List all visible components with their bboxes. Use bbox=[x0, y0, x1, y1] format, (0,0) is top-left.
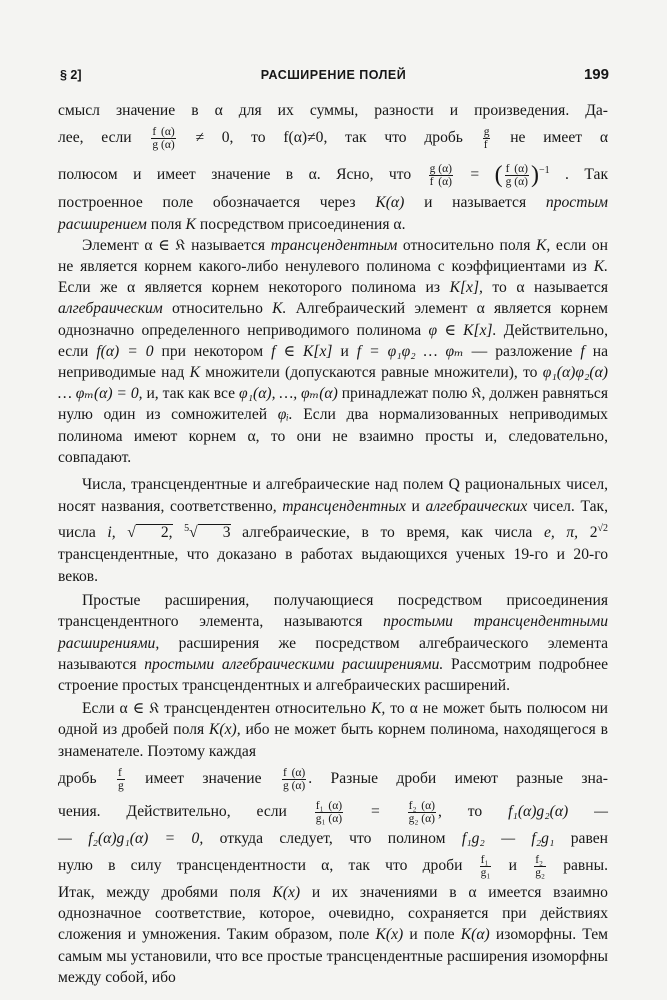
formula: K, bbox=[535, 236, 551, 254]
numerator: f (α) bbox=[505, 163, 528, 176]
radical: √ bbox=[189, 524, 198, 542]
text: и поле bbox=[409, 926, 455, 944]
exponent: √2 bbox=[597, 522, 608, 534]
text: дробь bbox=[58, 769, 97, 787]
text: чисел. Так, числа bbox=[58, 497, 609, 542]
formula: f ∈ K[x] bbox=[271, 342, 333, 360]
denominator: f bbox=[483, 139, 488, 152]
text: множители (допускаются равные множители), то bbox=[205, 363, 538, 381]
text: полюсом и имеет значение в α. Ясно, что bbox=[58, 166, 412, 184]
text: Простые расширения, получающиеся посредством присоединения трансцендентного элемента, называются bbox=[58, 592, 608, 631]
formula: — f₂(α)g₁(α) = 0, bbox=[58, 829, 204, 847]
sqrt-2 bbox=[127, 524, 172, 541]
text: Итак, между дробями поля bbox=[58, 883, 261, 901]
line-chenia bbox=[58, 795, 608, 828]
text: в то время, как числа bbox=[361, 524, 533, 542]
formula: K. bbox=[593, 257, 608, 275]
formula: i, bbox=[107, 524, 116, 542]
numerator: g (α) bbox=[429, 163, 452, 176]
denominator: g bbox=[117, 779, 124, 792]
term: трансцендентных bbox=[282, 497, 406, 515]
text: Действительно, если bbox=[58, 321, 609, 360]
line-1: смысл значение в α для их суммы, разности и произведения. Да- bbox=[58, 102, 608, 119]
text: относительно bbox=[171, 300, 263, 318]
fraction-f2-over-g2 bbox=[534, 854, 546, 879]
numerator: f (α) bbox=[282, 766, 306, 779]
text: лее, если bbox=[58, 129, 132, 147]
text: Если же α является корнем некоторого полинома из bbox=[58, 279, 441, 297]
paragraph-6 bbox=[58, 882, 608, 988]
text: равен bbox=[570, 829, 609, 847]
formula: f(α) = 0 bbox=[96, 342, 154, 360]
text: и bbox=[411, 497, 420, 515]
root5-3 bbox=[184, 524, 230, 541]
left-paren: ( bbox=[494, 162, 503, 189]
term: простыми алгебраическими расширениями. bbox=[144, 655, 444, 673]
text: посредством присоединения α. bbox=[199, 215, 406, 233]
formula: K(α) bbox=[460, 926, 490, 944]
denominator: g₂ (α) bbox=[408, 812, 435, 825]
denominator: g₁ bbox=[480, 866, 491, 879]
fraction-f2-g2 bbox=[408, 800, 436, 825]
formula: f = φ₁φ₂ … φₘ bbox=[356, 342, 464, 360]
text: так что дробь bbox=[345, 129, 463, 147]
text: трансцендентен относительно bbox=[164, 700, 367, 718]
fraction-f1-over-g1 bbox=[480, 854, 492, 879]
page-number: 199 bbox=[583, 66, 609, 83]
fraction-g-over-f-alpha bbox=[429, 163, 453, 188]
formula: α ∈ 𝔎 bbox=[144, 236, 186, 254]
formula: f bbox=[580, 342, 585, 360]
text: ≠ 0, то bbox=[195, 129, 266, 147]
denominator: g₁ (α) bbox=[315, 812, 343, 825]
radicand: 3 bbox=[198, 524, 231, 541]
numerator: g bbox=[483, 126, 490, 139]
text: то α называется bbox=[492, 279, 608, 297]
numerator: f (α) bbox=[152, 126, 175, 139]
numerator: f₁ (α) bbox=[315, 799, 343, 812]
fraction-f1-g1 bbox=[315, 800, 343, 825]
paragraph-4 bbox=[58, 590, 608, 696]
fraction-g-over-f bbox=[483, 126, 491, 151]
equals: = bbox=[470, 166, 480, 184]
line-2 bbox=[58, 121, 608, 154]
term: расширением bbox=[58, 215, 147, 233]
text: и называется bbox=[424, 194, 527, 212]
denominator: g (α) bbox=[152, 139, 175, 152]
fraction-value bbox=[282, 767, 306, 792]
text: поля bbox=[150, 215, 182, 233]
text: относительно поля bbox=[402, 236, 531, 254]
denominator: g₂ bbox=[535, 866, 545, 879]
paragraph-5 bbox=[58, 698, 608, 762]
formula: K. bbox=[272, 300, 287, 318]
text: построенное поле обозначается через bbox=[58, 194, 356, 212]
line-f2g1 bbox=[58, 828, 608, 849]
formula: K(x) bbox=[375, 926, 404, 944]
text: Рассмотрим подробнее строение простых трансцендентных и алгебраических расширений. bbox=[58, 655, 609, 694]
text: нулю в силу трансцендентности α, так что дроби bbox=[58, 856, 463, 874]
chapter-title: РАСШИРЕНИЕ ПОЛЕЙ bbox=[260, 68, 407, 82]
formula: K bbox=[189, 363, 200, 381]
numerator: f bbox=[117, 767, 125, 780]
term: алгебраических bbox=[425, 497, 528, 515]
two-power-sqrt2 bbox=[590, 524, 608, 541]
term: простыми трансцендентными расширениями, bbox=[58, 613, 608, 652]
page-body bbox=[58, 100, 608, 988]
text: Числа, трансцендентные и алгебраические над полем Q рациональных чисел, носят названия, соответственно, bbox=[58, 475, 608, 515]
paragraph-2 bbox=[58, 235, 608, 468]
text: Элемент bbox=[82, 236, 139, 254]
equals: = bbox=[370, 802, 380, 820]
formula: K(x), bbox=[209, 721, 241, 739]
formula: K, bbox=[371, 700, 386, 718]
text: откуда следует, что полином bbox=[219, 829, 446, 847]
text: на неприводимые над bbox=[58, 342, 609, 381]
formula: φᵢ. bbox=[277, 406, 293, 424]
term: алгебраическим bbox=[58, 300, 163, 318]
term: простым bbox=[545, 194, 608, 212]
text: принадлежат полю 𝔎, должен равняться нулю один из сомножителей bbox=[58, 385, 609, 424]
line-drob bbox=[58, 762, 608, 795]
formula: f₁g₂ — f₂g₁ bbox=[461, 829, 555, 847]
text: если он не является корнем какого-либо ненулевого полинома с коэффициентами из bbox=[58, 236, 609, 275]
formula: f(α)≠0, bbox=[283, 129, 328, 147]
text: алгебраические, bbox=[242, 524, 350, 542]
text: . Так bbox=[565, 166, 609, 184]
text: Если bbox=[82, 700, 115, 718]
numerator: f₂ (α) bbox=[408, 799, 435, 812]
line-5 bbox=[58, 214, 608, 235]
formula: K(α) bbox=[375, 194, 405, 212]
radical: √ bbox=[127, 524, 136, 542]
line-ravny bbox=[58, 849, 608, 882]
line-4 bbox=[58, 192, 608, 213]
text: при некотором bbox=[161, 342, 264, 360]
formula: f₁(α)g₂(α) — bbox=[508, 802, 608, 820]
root-index: 5 bbox=[184, 522, 190, 534]
radicand: 2, bbox=[136, 524, 173, 541]
text: не имеет α bbox=[510, 129, 608, 147]
denominator: f (α) bbox=[429, 176, 452, 189]
text: и их значениями в α имеется взаимно однозначное соответствие, которое, очевидно, сохраняется при действиях сложения и умножения. Таким образом, поле bbox=[58, 883, 608, 944]
formula: α ∈ 𝔎 bbox=[119, 700, 160, 718]
paragraph-3 bbox=[58, 474, 608, 588]
formula: K bbox=[185, 215, 196, 233]
text: называется bbox=[191, 236, 266, 254]
text: чения. Действительно, если bbox=[58, 802, 287, 820]
numerator: f₁ bbox=[480, 854, 492, 867]
section-number: § 2] bbox=[60, 68, 82, 82]
text: имеет значение bbox=[145, 769, 262, 787]
line-3 bbox=[58, 154, 608, 192]
text: и bbox=[340, 342, 349, 360]
text: Если два нормализованных неприводимых полинома имеют корнем α, то они не взаимно просты и, следовательно, совпадают. bbox=[58, 406, 608, 466]
running-header bbox=[0, 64, 667, 86]
term: трансцендентным bbox=[270, 236, 398, 254]
exponent: −1 bbox=[538, 165, 550, 177]
text: и bbox=[508, 856, 517, 874]
formula: φ₁(α)φ₂(α) … φₘ(α) = 0, bbox=[58, 363, 608, 403]
text: расширения же посредством алгебраического элемента называются bbox=[58, 634, 608, 673]
base: 2 bbox=[589, 524, 598, 542]
numerator: f₂ bbox=[534, 854, 546, 867]
text: то α не может быть полюсом ни одной из дробей поля bbox=[58, 700, 609, 739]
text: , то bbox=[438, 802, 483, 820]
formula: K[x], bbox=[449, 279, 483, 297]
formula: e, π, bbox=[543, 524, 579, 542]
text: ибо не может быть корнем полинома, находящегося в знаменателе. Поэтому каждая bbox=[58, 721, 608, 760]
formula: φ ∈ K[x]. bbox=[428, 321, 497, 339]
text: равны. bbox=[563, 856, 608, 874]
text: Алгебраический элемент α является корнем однозначно определенного неприводимого полинома bbox=[58, 300, 608, 339]
fraction-f-over-g bbox=[151, 126, 175, 151]
fraction-f-over-g-alpha bbox=[505, 163, 529, 188]
denominator: g (α) bbox=[505, 176, 528, 189]
text: . Разные дроби имеют разные зна- bbox=[308, 769, 608, 787]
right-paren: ) bbox=[530, 162, 539, 189]
text: трансцендентные, что доказано в работах выдающихся ученых 19-го и 20-го веков. bbox=[58, 546, 608, 586]
formula: K(x) bbox=[272, 883, 301, 901]
text: — разложение bbox=[471, 342, 573, 360]
denominator: g (α) bbox=[282, 779, 306, 792]
text: и, так как все bbox=[146, 385, 236, 403]
text: изоморфны. Тем самым мы установили, что все простые трансцендентные расширения изоморфны между собой, ибо bbox=[58, 926, 608, 986]
fraction-f-over-g-plain bbox=[117, 767, 125, 792]
formula: φ₁(α), …, φₘ(α) bbox=[238, 385, 338, 403]
